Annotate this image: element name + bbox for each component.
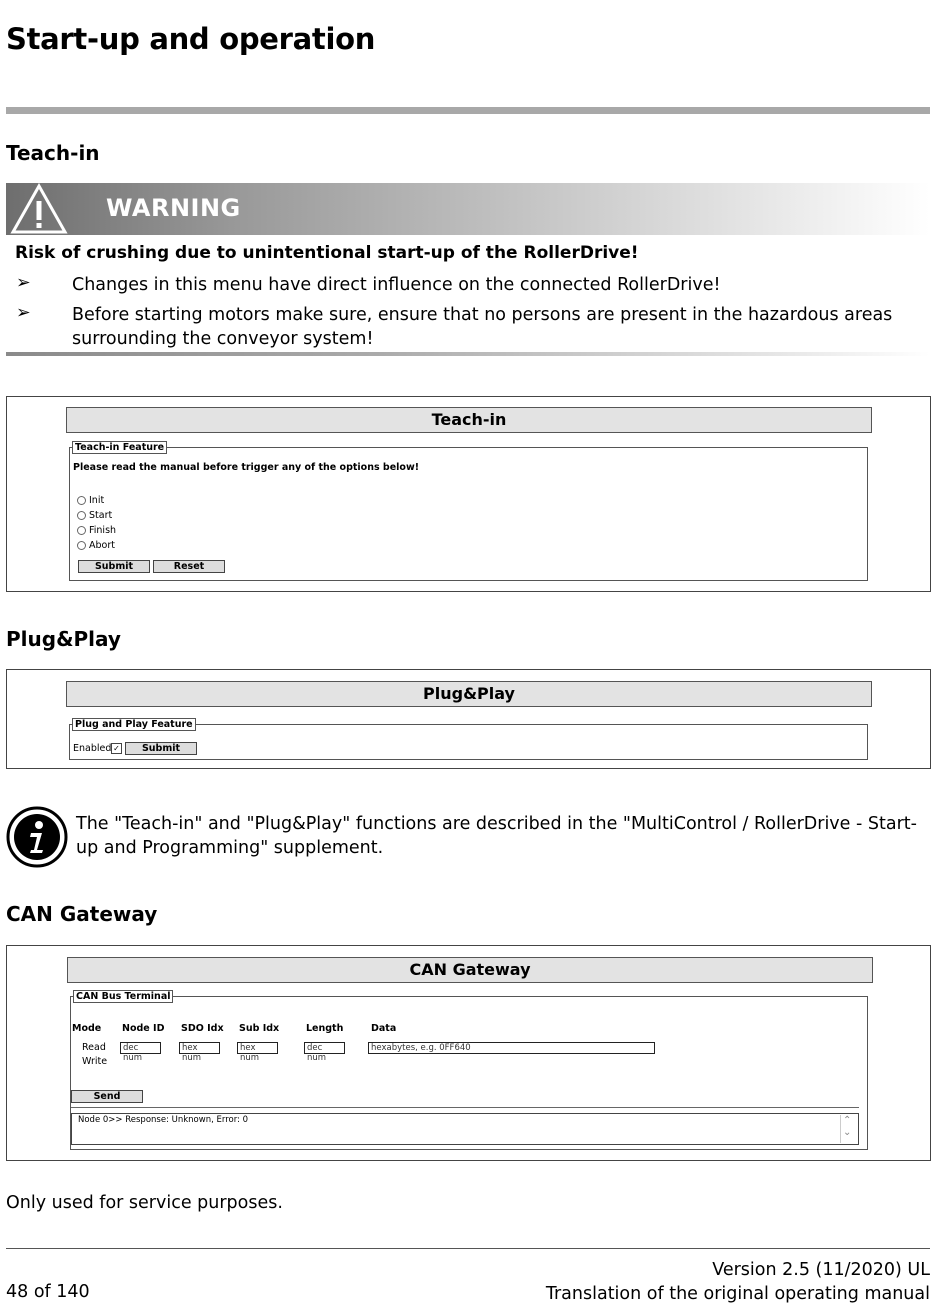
arrow-bullet-icon: ➢ [16, 273, 31, 293]
radio-button[interactable] [77, 511, 86, 520]
info-text: The "Teach-in" and "Plug&Play" functions are described in the "MultiControl / RollerDrive - Start-up and Programming" supplement. [76, 814, 917, 858]
warning-triangle-icon [10, 183, 68, 235]
can-bus-legend: CAN Bus Terminal [73, 990, 173, 1003]
column-node-id: Node ID [122, 1023, 165, 1034]
warning-item-text: Before starting motors make sure, ensure that no persons are present in the hazardous areas surrounding the conveyor system! [72, 305, 893, 349]
teach-in-reset-button[interactable]: Reset [153, 560, 225, 573]
node-id-input[interactable]: dec num [120, 1042, 161, 1054]
terminal-divider [71, 1107, 859, 1108]
teach-in-panel-title: Teach-in [66, 407, 872, 433]
footer-meta [546, 1258, 930, 1306]
column-sdo-idx: SDO Idx [181, 1023, 224, 1034]
column-length: Length [306, 1023, 344, 1034]
scroll-down-icon[interactable]: ⌄ [843, 1127, 852, 1138]
radio-button[interactable] [77, 496, 86, 505]
teach-in-submit-button[interactable]: Submit [78, 560, 150, 573]
sdo-idx-input[interactable]: hex num [179, 1042, 220, 1054]
can-gateway-panel-title: CAN Gateway [67, 957, 873, 983]
column-mode: Mode [72, 1023, 102, 1034]
response-output[interactable] [71, 1113, 859, 1145]
radio-label: Abort [89, 540, 115, 551]
response-text: Node 0>> Response: Unknown, Error: 0 [78, 1115, 249, 1125]
radio-label: Finish [89, 525, 117, 536]
column-sub-idx: Sub Idx [239, 1023, 280, 1034]
column-data: Data [371, 1023, 397, 1034]
data-input[interactable]: hexabytes, e.g. 0FF640 [368, 1042, 655, 1054]
warning-item-text: Changes in this menu have direct influence on the connected RollerDrive! [72, 275, 721, 295]
plug-play-fieldset [69, 718, 868, 760]
footer-translation: Translation of the original operating manual [545, 1284, 930, 1304]
radio-label: Init [89, 495, 105, 506]
mode-read[interactable]: Read [82, 1042, 106, 1053]
warning-lead: Risk of crushing due to unintentional start-up of the RollerDrive! [15, 243, 639, 263]
enabled-label: Enabled [73, 743, 112, 754]
plug-play-panel [6, 669, 931, 769]
radio-label: Start [89, 510, 113, 521]
warning-label: WARNING [106, 194, 241, 222]
can-bus-fieldset [70, 990, 868, 1150]
radio-button[interactable] [77, 526, 86, 535]
radio-option-finish[interactable] [77, 525, 116, 536]
teach-in-panel [6, 396, 931, 592]
page-title: Start-up and operation [6, 22, 376, 56]
enabled-checkbox[interactable]: ✓ [111, 743, 122, 754]
service-note: Only used for service purposes. [6, 1193, 283, 1213]
footer-divider [6, 1248, 930, 1249]
scroll-up-icon[interactable]: ⌃ [843, 1115, 852, 1126]
warning-banner [6, 183, 930, 235]
can-gateway-panel [6, 945, 931, 1161]
teach-in-legend: Teach-in Feature [72, 441, 167, 454]
page-number: 48 of 140 [6, 1282, 90, 1302]
radio-option-init[interactable] [77, 495, 104, 506]
teach-in-note: Please read the manual before trigger any of the options below! [73, 462, 420, 473]
arrow-bullet-icon: ➢ [16, 303, 31, 323]
plug-play-panel-title: Plug&Play [66, 681, 872, 707]
radio-option-abort[interactable] [77, 540, 115, 551]
send-button[interactable]: Send [71, 1090, 143, 1103]
radio-button[interactable] [77, 541, 86, 550]
section-heading-plug-play: Plug&Play [6, 627, 121, 651]
footer-version: Version 2.5 (11/2020) UL [712, 1260, 930, 1280]
section-heading-can-gateway: CAN Gateway [6, 902, 158, 926]
section-heading-teach-in: Teach-in [6, 141, 100, 165]
mode-write[interactable]: Write [82, 1056, 108, 1067]
radio-option-start[interactable] [77, 510, 112, 521]
plug-play-submit-button[interactable]: Submit [125, 742, 197, 755]
title-divider [6, 107, 930, 114]
info-icon [6, 806, 68, 868]
length-input[interactable]: dec num [304, 1042, 345, 1054]
warning-divider [6, 352, 930, 356]
sub-idx-input[interactable]: hex num [237, 1042, 278, 1054]
response-scrollbar[interactable] [840, 1115, 857, 1143]
teach-in-fieldset [69, 441, 868, 581]
plug-play-legend: Plug and Play Feature [72, 718, 196, 731]
